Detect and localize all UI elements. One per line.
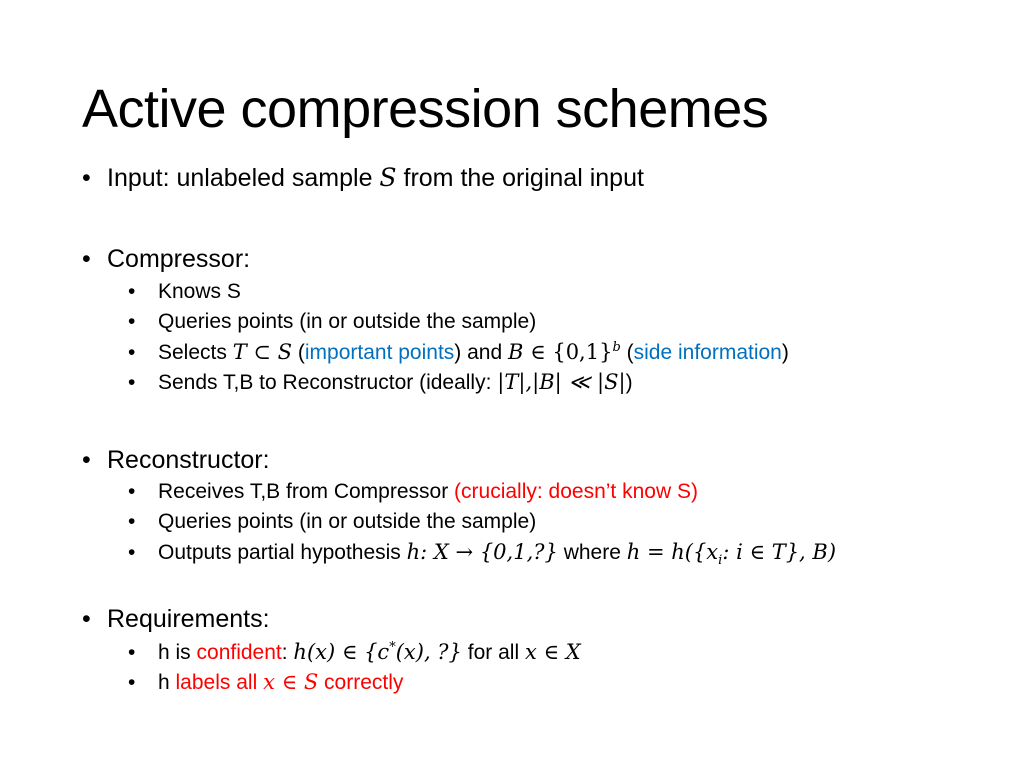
bullet-marker: • [82,446,91,474]
labels-prefix: h [158,671,176,694]
bullet-marker: • [128,480,136,503]
reconstructor-item-text: Queries points (in or outside the sample) [158,510,537,533]
reconstructor-item-outputs [128,540,837,569]
outputs-prefix: Outputs partial hypothesis [158,541,407,564]
compressor-heading [82,245,250,274]
bullet-marker: • [128,310,136,333]
labels-red-b: correctly [318,671,404,694]
bullet-marker: • [128,541,136,564]
outputs-expr-h: h: X → {0,1,?} [406,540,558,564]
input-var: S [379,163,397,192]
selects-open: ( [292,341,305,364]
selects-expr-b-var: B [508,340,524,364]
bullet-marker: • [128,280,136,303]
sends-prefix: Sends T,B to Reconstructor (ideally: [158,371,498,394]
bullet-marker: • [128,641,136,664]
side-information-text: side information [633,341,782,364]
compressor-item-sends [128,370,633,395]
input-label: Input: unlabeled sample [107,164,380,192]
sends-close: ) [625,371,633,394]
compressor-item-text: Knows S [158,280,241,303]
outputs-expr-def-a: h = h({x [626,540,719,564]
bullet-marker: • [82,245,91,273]
bullet-marker: • [128,671,136,694]
confident-expr-a: h(x) ∈ {c [293,640,390,664]
bullet-marker: • [128,371,136,394]
selects-open2: ( [620,341,634,364]
requirements-heading-text: Requirements: [107,605,270,633]
labels-red-a: labels all [175,671,264,694]
bullet-marker: • [128,510,136,533]
receives-note: (crucially: doesn’t know S) [454,480,698,503]
reconstructor-heading-text: Reconstructor: [107,446,270,474]
input-rest: from the original input [396,164,644,192]
confident-word: confident [196,641,282,664]
requirements-item-confident [128,640,581,665]
selects-close: ) [781,341,789,364]
selects-and: ) and [454,341,508,364]
selects-prefix: Selects [158,341,233,364]
compressor-item-queries [128,310,536,334]
confident-prefix: h is [158,641,197,664]
compressor-item-text: Queries points (in or outside the sample) [158,310,537,333]
bullet-marker: • [128,341,136,364]
requirements-heading [82,605,270,634]
requirements-item-labels [128,670,403,695]
bullet-marker: • [82,605,91,633]
important-points-text: important points [304,341,455,364]
outputs-mid: where [557,541,627,564]
selects-expr-b-sup: b [612,340,621,355]
confident-expr2: x ∈ X [524,640,581,664]
confident-expr-b: (x), ?} [395,640,462,664]
outputs-expr-def-sub: i [718,553,723,569]
outputs-expr-def-b: : i ∈ T}, B) [722,540,837,564]
confident-mid: for all [461,641,525,664]
selects-expr-b-rest: ∈ {0,1} [523,340,613,364]
reconstructor-item-queries [128,510,536,534]
receives-prefix: Receives T,B from Compressor [158,480,455,503]
slide-title: Active compression schemes [82,79,769,139]
input-bullet [82,163,644,193]
labels-expr: x ∈ S [263,670,319,694]
reconstructor-heading [82,446,270,475]
compressor-item-selects [128,340,789,365]
reconstructor-item-receives [128,480,698,504]
compressor-item-knows [128,280,241,304]
compressor-heading-text: Compressor: [107,245,251,273]
sends-expr: |T|,|B| ≪ |S| [497,370,626,394]
selects-expr-t: T ⊂ S [232,340,293,364]
confident-colon: : [281,641,294,664]
confident-expr-sup: * [389,640,396,655]
bullet-marker: • [82,164,91,192]
